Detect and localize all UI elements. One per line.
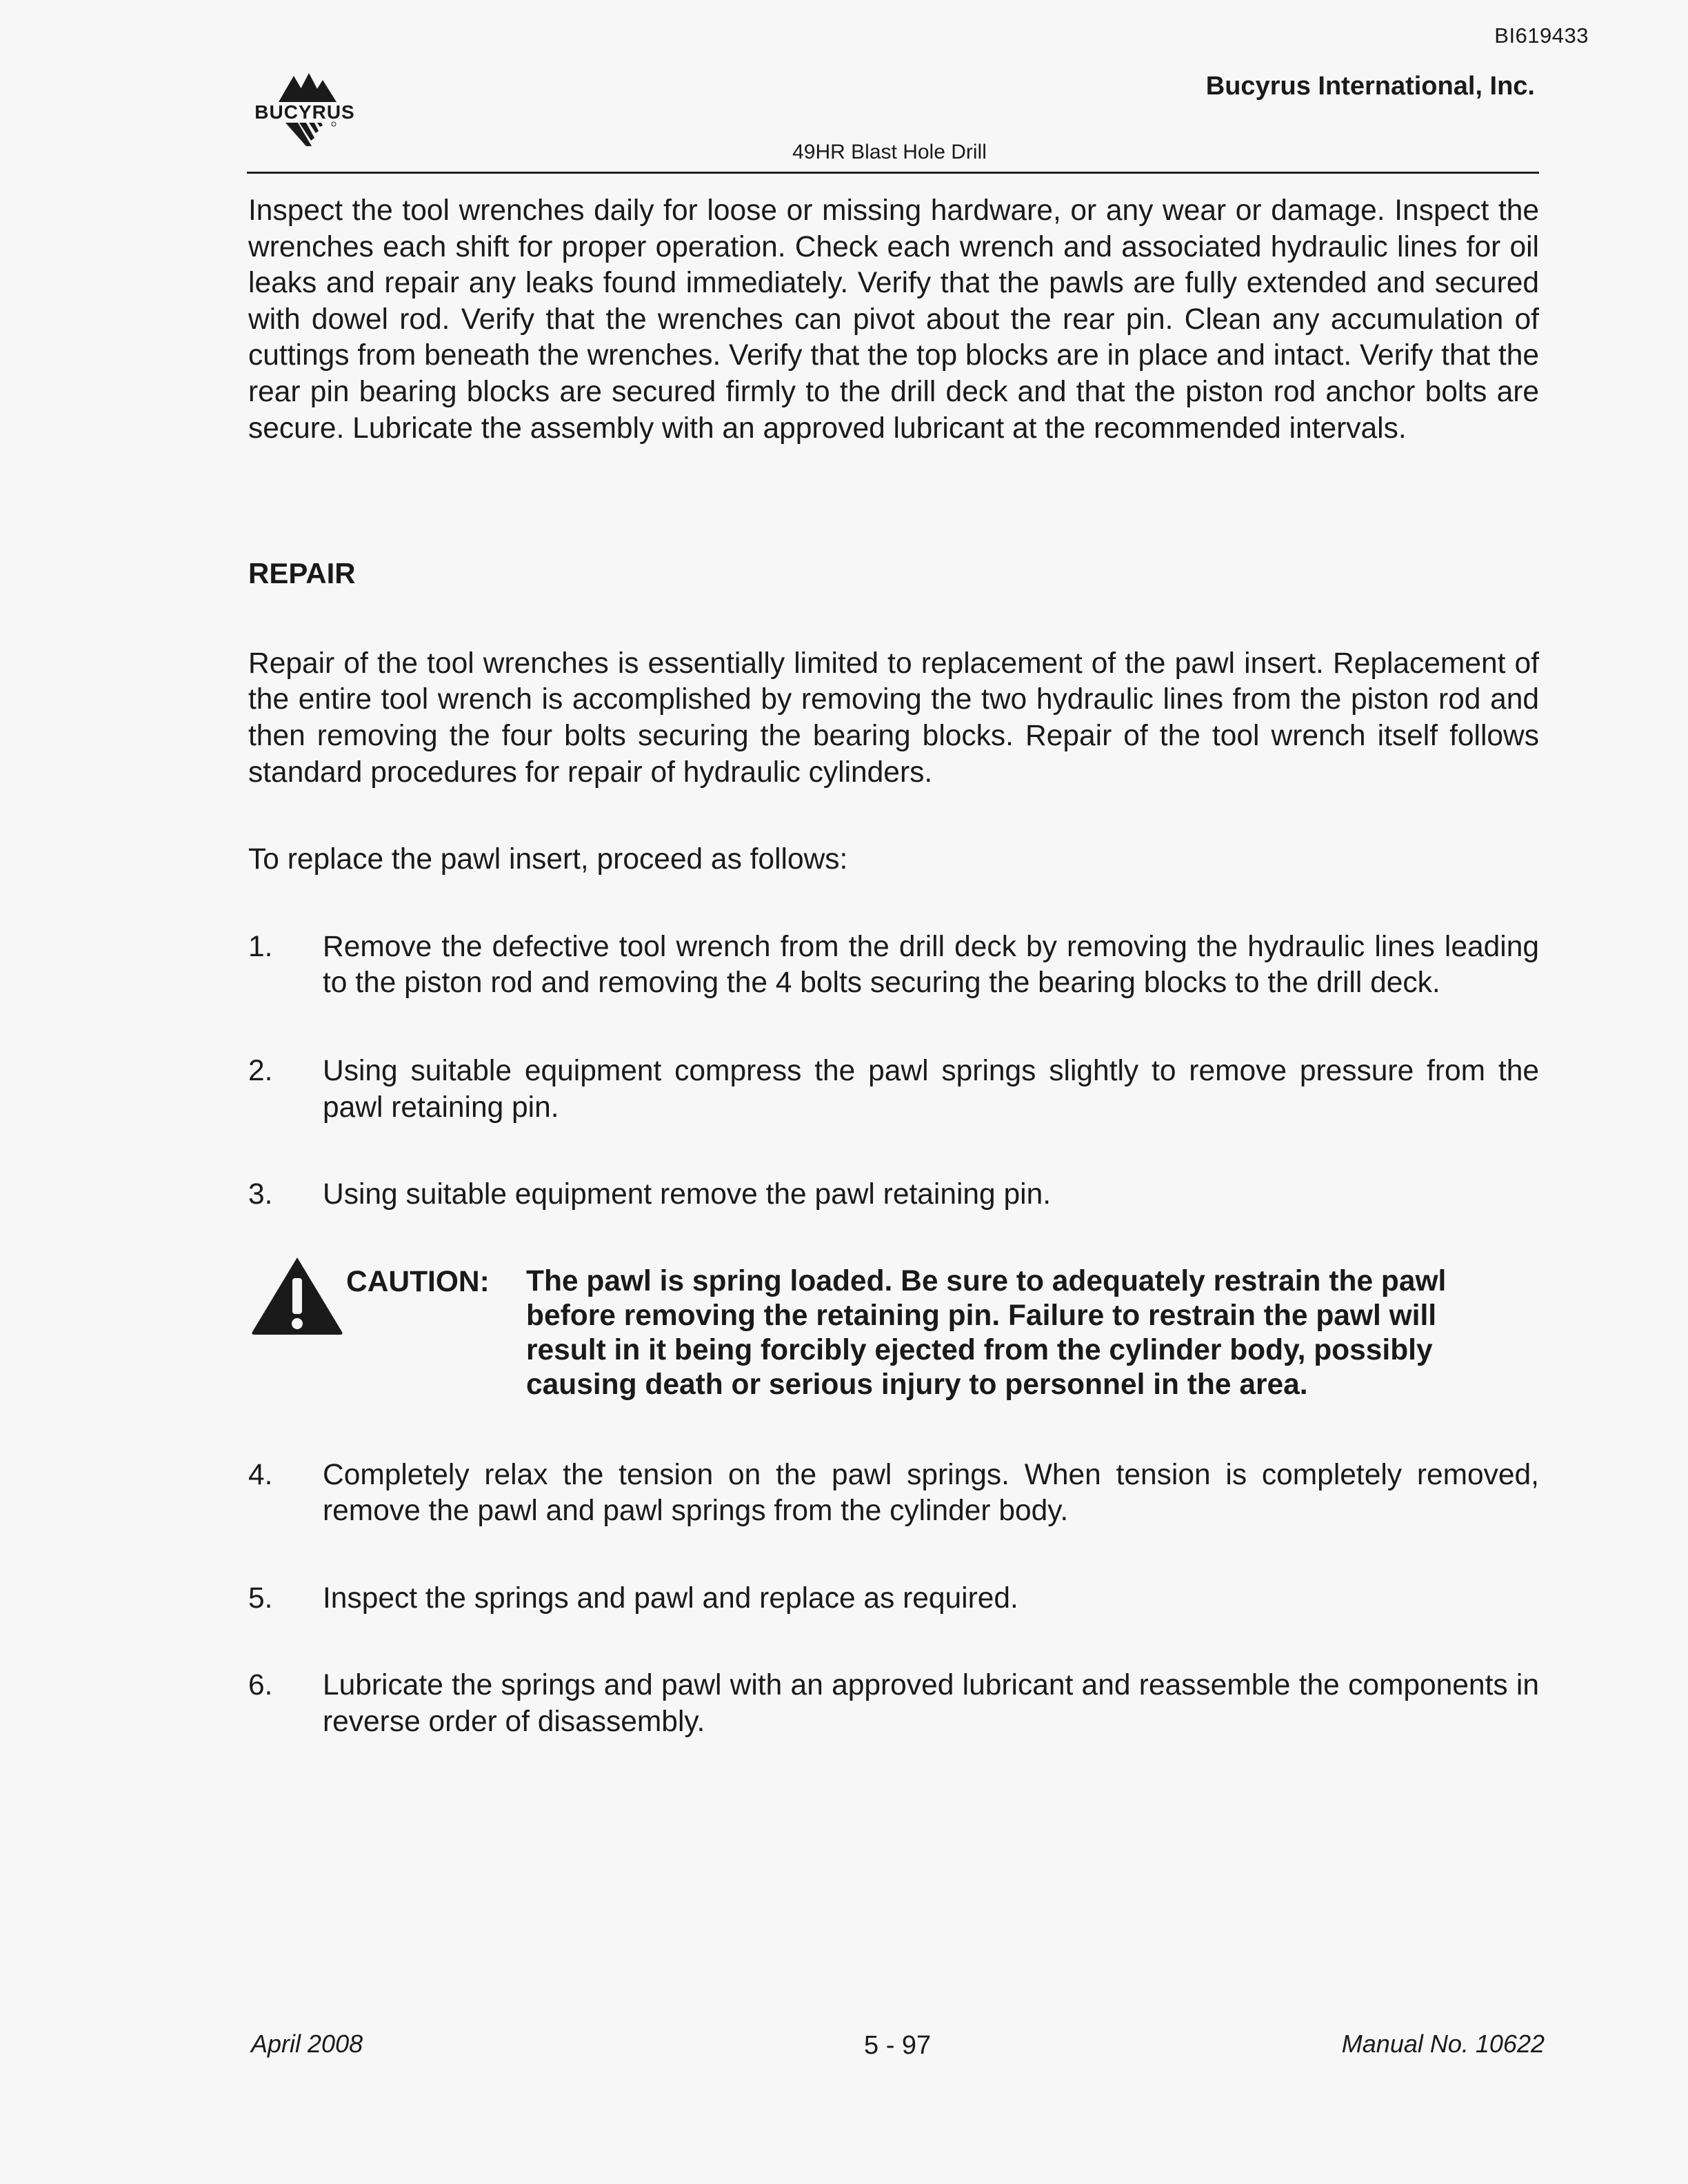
step-number: 5. <box>248 1581 273 1615</box>
step-text: Inspect the springs and pawl and replace as required. <box>323 1581 1018 1615</box>
product-name: 49HR Blast Hole Drill <box>792 141 987 163</box>
step-number: 2. <box>248 1054 273 1087</box>
list-item <box>248 929 1539 1002</box>
list-item <box>248 1581 1539 1617</box>
spacer <box>248 1617 1539 1668</box>
bucyrus-logo-icon <box>243 72 367 149</box>
spacer <box>248 592 1539 646</box>
bucyrus-logo <box>243 72 367 149</box>
step-text: Remove the defective tool wrench from the drill deck by removing the hydraulic lines leading to the piston rod and removing the 4 bolts securing the bearing blocks to the drill deck. <box>323 930 1539 1000</box>
spacer <box>248 1126 1539 1177</box>
list-item <box>248 1053 1539 1126</box>
spacer <box>248 878 1539 929</box>
list-item <box>248 1177 1539 1213</box>
caution-block <box>248 1264 1539 1402</box>
spacer <box>248 1402 1539 1457</box>
manual-number: Manual No. 10622 <box>1341 2030 1545 2058</box>
step-text: Using suitable equipment remove the pawl retaining pin. <box>323 1178 1052 1211</box>
spacer <box>248 447 1539 556</box>
repair-paragraph: Repair of the tool wrenches is essentially limited to replacement of the pawl insert. Replacement of the entire tool wrench is accomplished by removing the two hydraulic lines from the piston rod and then removing the four bolts securing the bearing blocks. Repair of the tool wrench itself follows standard procedures for repair of hydraulic cylinders. <box>248 647 1539 789</box>
step-text: Using suitable equipment compress the pawl springs slightly to remove pressure from the pawl retaining pin. <box>323 1054 1539 1124</box>
caution-label: CAUTION: <box>346 1265 490 1298</box>
document-id: BI619433 <box>1494 23 1589 48</box>
footer-date: April 2008 <box>251 2030 363 2058</box>
company-name: Bucyrus International, Inc. <box>1205 72 1535 101</box>
list-item <box>248 1668 1539 1740</box>
spacer <box>248 1530 1539 1581</box>
step-text: Completely relax the tension on the pawl springs. When tension is completely removed, remove the pawl and pawl springs from the cylinder body. <box>323 1458 1539 1528</box>
procedure-intro: To replace the pawl insert, proceed as follows: <box>248 843 848 876</box>
logo-wordmark: BUCYRUS <box>254 101 355 123</box>
step-number: 1. <box>248 930 273 963</box>
spacer <box>248 1002 1539 1053</box>
step-number: 4. <box>248 1458 273 1491</box>
step-number: 6. <box>248 1669 273 1702</box>
spacer <box>248 791 1539 842</box>
spacer <box>248 1213 1539 1264</box>
step-number: 3. <box>248 1178 273 1211</box>
page-content <box>248 193 1539 1741</box>
page-number: 5 - 97 <box>864 2031 932 2060</box>
header-divider <box>247 172 1539 174</box>
step-text: Lubricate the springs and pawl with an approved lubricant and reassemble the components in reverse order of disassembly. <box>323 1669 1539 1739</box>
inspection-paragraph: Inspect the tool wrenches daily for loose or missing hardware, or any wear or damage. Inspect the wrenches each shift for proper operation. Check each wrench and associated hydraulic lines for oil leaks and repair any leaks found immediately. Verify that the pawls are fully extended and secured with dowel rod. Verify that the wrenches can pivot about the rear pin. Clean any accumulation of cuttings from beneath the wrenches. Verify that the top blocks are in place and intact. Verify that the rear pin bearing blocks are secured firmly to the drill deck and that the piston rod anchor bolts are secure. Lubricate the assembly with an approved lubricant at the recommended intervals. <box>248 194 1539 445</box>
caution-text: The pawl is spring loaded. Be sure to adequately restrain the pawl before removing the retaining pin. Failure to restrain the pawl will result in it being forcibly ejected from the cylinder body, possibly causing death or serious injury to personnel in the area. <box>526 1264 1447 1401</box>
list-item <box>248 1457 1539 1530</box>
repair-heading: REPAIR <box>248 557 356 590</box>
warning-triangle-icon <box>248 1255 346 1337</box>
